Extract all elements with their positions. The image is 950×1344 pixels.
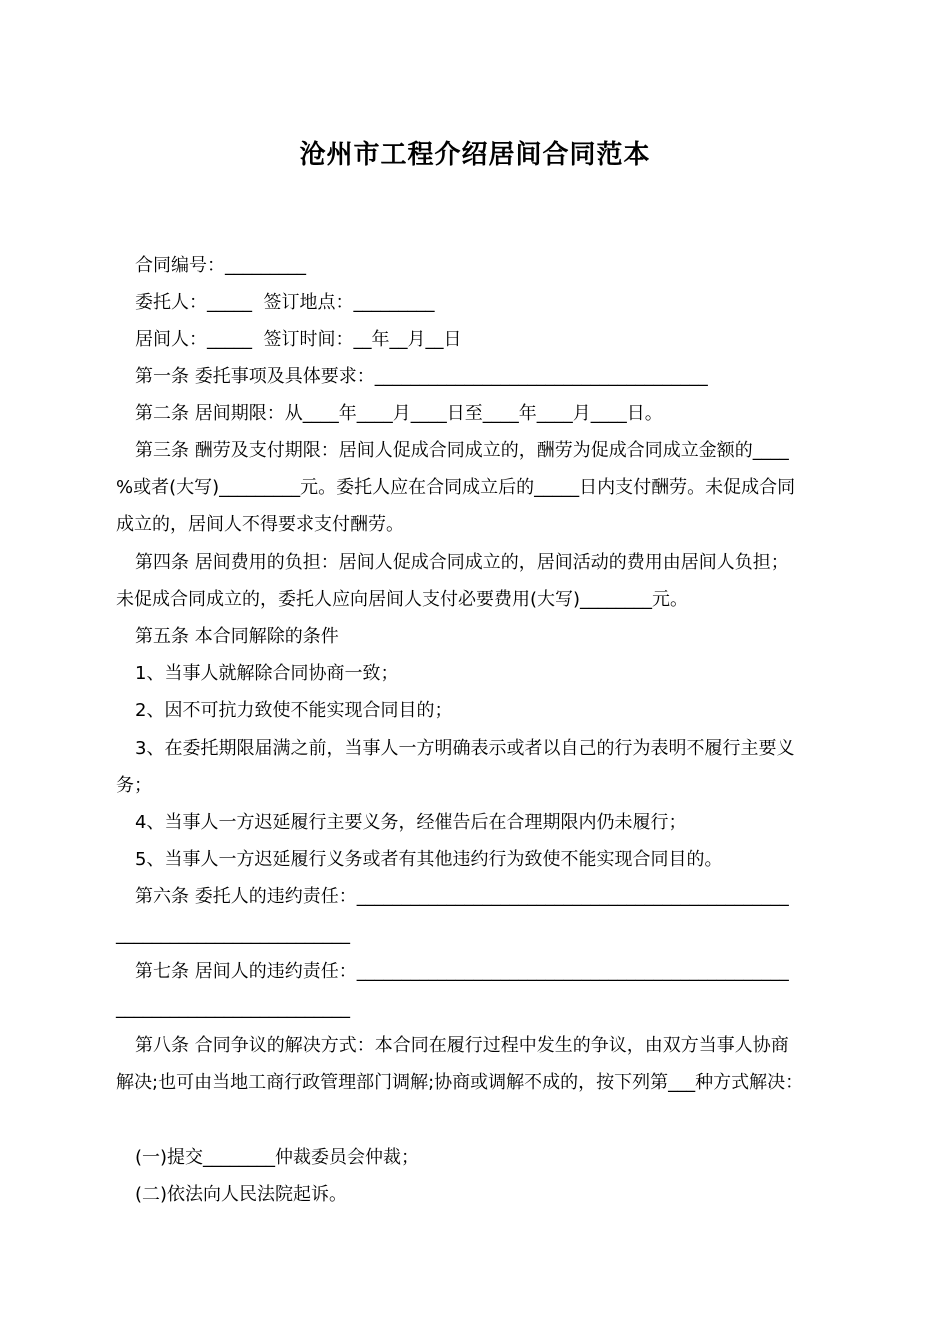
- contract-number-line: 合同编号：_________: [135, 255, 306, 276]
- article-8-option-1: (一)提交________仲裁委员会仲裁；: [135, 1147, 420, 1168]
- article-1: 第一条 委托事项及具体要求：_____________________________________: [135, 366, 708, 387]
- article-2: 第二条 居间期限：从____年____月____日至____年____月____日。: [135, 403, 663, 424]
- article-5-item-4: 4、当事人一方迟延履行主要义务，经催告后在合理期限内仍未履行；: [135, 812, 687, 833]
- article-4-line-2: 未促成合同成立的，委托人应向居间人支付必要费用(大写)________元。: [116, 589, 689, 610]
- article-5-item-5: 5、当事人一方迟延履行义务或者有其他违约行为致使不能实现合同目的。: [135, 849, 723, 870]
- article-5-item-2: 2、因不可抗力致使不能实现合同目的；: [135, 700, 453, 721]
- article-6-line-1: 第六条 委托人的违约责任：________________________________________________: [135, 886, 789, 907]
- client-line: 委托人：_____ 签订地点：_________: [135, 292, 435, 313]
- article-8-line-1: 第八条 合同争议的解决方式：本合同在履行过程中发生的争议，由双方当事人协商: [135, 1035, 789, 1056]
- article-7-line-1: 第七条 居间人的违约责任：________________________________________________: [135, 961, 789, 982]
- intermediary-line: 居间人：_____ 签订时间：__年__月__日: [135, 329, 462, 350]
- article-3-line-1: 第三条 酬劳及支付期限：居间人促成合同成立的，酬劳为促成合同成立金额的____: [135, 440, 789, 461]
- article-5-item-3-line-2: 务；: [116, 775, 152, 796]
- article-5: 第五条 本合同解除的条件: [135, 626, 339, 647]
- article-7-line-2: __________________________: [116, 998, 350, 1019]
- article-8-line-2: 解决;也可由当地工商行政管理部门调解;协商或调解不成的，按下列第___种方式解决：: [116, 1072, 804, 1093]
- article-5-item-3-line-1: 3、在委托期限届满之前，当事人一方明确表示或者以自己的行为表明不履行主要义: [135, 738, 795, 759]
- article-6-line-2: __________________________: [116, 924, 350, 945]
- article-3-line-2: %或者(大写)_________元。委托人应在合同成立后的_____日内支付酬劳。未促成合同: [116, 477, 796, 498]
- document-title: 沧州市工程介绍居间合同范本: [299, 140, 651, 170]
- article-3-line-3: 成立的，居间人不得要求支付酬劳。: [116, 514, 404, 535]
- article-8-option-2: (二)依法向人民法院起诉。: [135, 1184, 348, 1205]
- article-4-line-1: 第四条 居间费用的负担：居间人促成合同成立的，居间活动的费用由居间人负担；: [135, 552, 789, 573]
- article-5-item-1: 1、当事人就解除合同协商一致；: [135, 663, 399, 684]
